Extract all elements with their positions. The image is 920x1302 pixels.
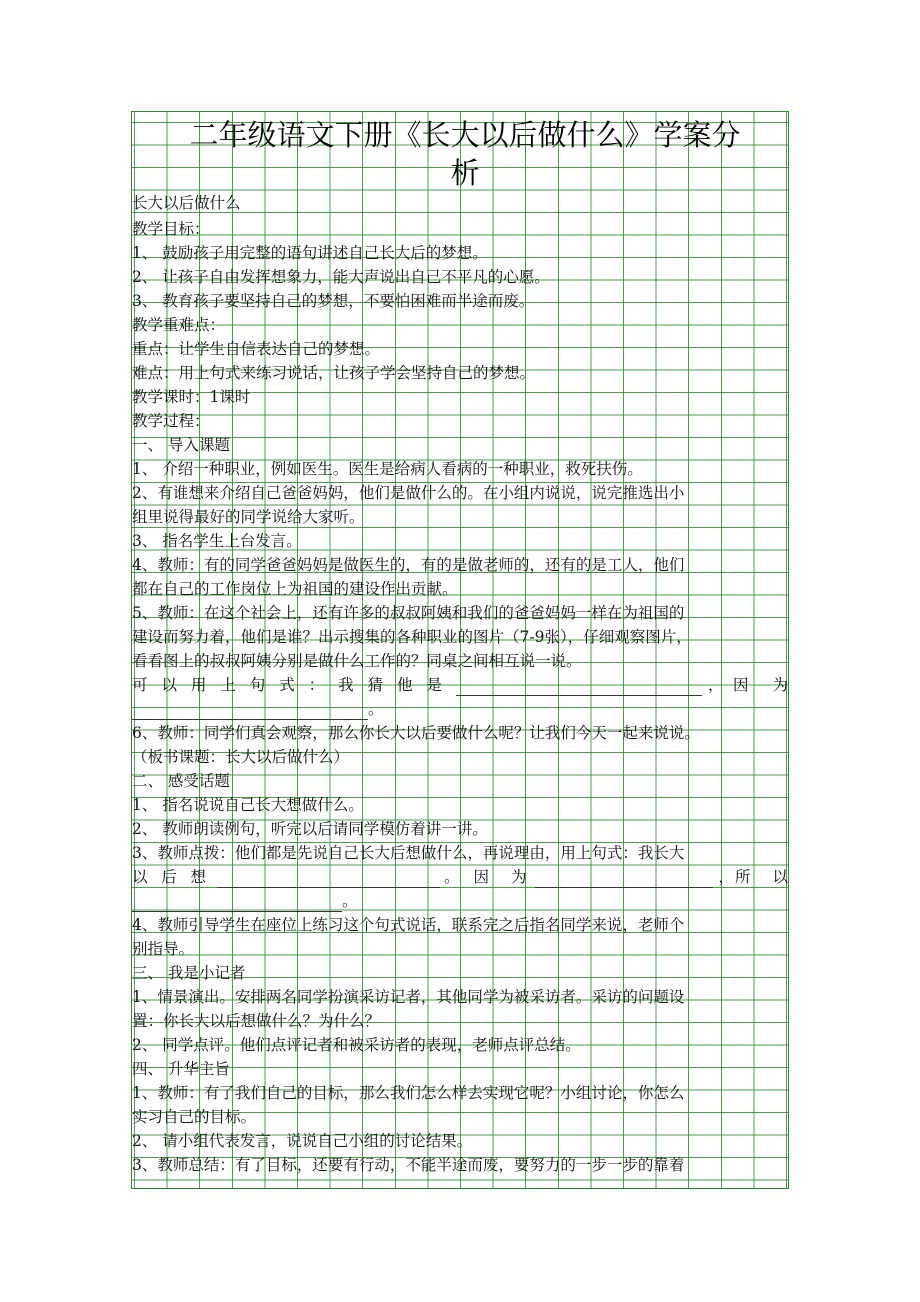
text-line: 教学过程： [132, 412, 210, 430]
text-line: 1、 介绍一种职业，例如医生。医生是给病人看病的一种职业，救死扶伤。 [132, 460, 643, 478]
text-line: 1、 鼓励孩子用完整的语句讲述自己长大后的梦想。 [132, 244, 488, 262]
text-line: 难点：用上句式来练习说话，让孩子学会坚持自己的梦想。 [132, 364, 536, 382]
text-line: 6、教师：同学们真会观察，那么你长大以后要做什么呢？让我们今天一起来说说。 [132, 724, 700, 742]
page-title-continued: 析 [450, 156, 480, 190]
text-line: 5、教师：在这个社会上，还有许多的叔叔阿姨和我们的爸爸妈妈一样在为祖国的 [132, 604, 685, 622]
text-line: 长大以后做什么 [132, 194, 241, 212]
text-line: 3、教师总结：有了目标，还要有行动，不能半途而废，要努力的一步一步的靠着 [132, 1156, 685, 1174]
text-line: 建设而努力着，他们是谁？出示搜集的各种职业的图片（7-9张），仔细观察图片， [132, 628, 692, 646]
text-line: 2、 请小组代表发言，说说自己小组的讨论结果。 [132, 1132, 473, 1150]
text-line: 2、有谁想来介绍自己爸爸妈妈，他们是做什么的。在小组内说说，说完推选出小 [132, 484, 685, 502]
text-line: 组里说得最好的同学说给大家听。 [132, 508, 365, 526]
text-line: 二、 感受话题 [132, 772, 230, 790]
text-line: 都在自己的工作岗位上为祖国的建设作出贡献。 [132, 580, 458, 598]
page-title: 二年级语文下册《长大以后做什么》学案分 [189, 118, 741, 152]
text-line: 1、情景演出。安排两名同学扮演采访记者，其他同学为被采访者。采访的问题设 [132, 988, 685, 1006]
answer-blank [535, 871, 713, 888]
answer-blank [132, 895, 342, 912]
answer-blank [218, 871, 440, 888]
text-line: 实习自己的目标。 [132, 1108, 257, 1126]
text-line: 3、 指名学生上台发言。 [132, 532, 302, 550]
sentence-pattern-line-2: 。 [132, 698, 788, 720]
text-line: 重点：让学生自信表达自己的梦想。 [132, 340, 381, 358]
text-line: 1、 指名说说自己长大想做什么。 [132, 796, 364, 814]
text-line: 别指导。 [132, 940, 195, 958]
text-line: 2、 同学点评。他们点评记者和被采访者的表现，老师点评总结。 [132, 1036, 581, 1054]
text-line: 2、 让孩子自由发挥想象力，能大声说出自己不平凡的心愿。 [132, 268, 550, 286]
text-line: 1、教师：有了我们自己的目标，那么我们怎么样去实现它呢？小组讨论，你怎么 [132, 1084, 685, 1102]
text-line: 教学课时：1课时 [132, 388, 251, 406]
text-line: 三、 我是小记者 [132, 964, 246, 982]
text-line: 3、教师点拨：他们都是先说自己长大后想做什么，再说理由，用上句式：我长大 [132, 844, 685, 862]
sentence-pattern-line-2: 。 [132, 890, 788, 912]
text-line: 看看图上的叔叔阿姨分别是做什么工作的？同桌之间相互说一说。 [132, 652, 582, 670]
sentence-pattern-line: 以 后 想 。 因 为 ， 所 以 [132, 868, 788, 886]
text-line: 3、 教育孩子要坚持自己的梦想，不要怕困难而半途而废。 [132, 292, 535, 310]
text-line: 四、 升华主旨 [132, 1060, 230, 1078]
text-line: 教学目标： [132, 220, 210, 238]
text-line: 4、教师引导学生在座位上练习这个句式说话，联系完之后指名同学来说，老师个 [132, 916, 685, 934]
sentence-pattern-line: 可 以 用 上 句 式 ： 我 猜 他 是 ， 因 为 [132, 676, 788, 694]
text-line: 一、 导入课题 [132, 436, 230, 454]
text-line: 2、 教师朗读例句，听完以后请同学模仿着讲一讲。 [132, 820, 488, 838]
text-line: 置：你长大以后想做什么？为什么？ [132, 1012, 381, 1030]
text-line: 4、教师：有的同学爸爸妈妈是做医生的，有的是做老师的，还有的是工人，他们 [132, 556, 685, 574]
text-line: 教学重难点： [132, 316, 226, 334]
text-line: （板书课题：长大以后做什么） [132, 748, 350, 766]
answer-blank [456, 679, 702, 696]
answer-blank [132, 703, 368, 720]
